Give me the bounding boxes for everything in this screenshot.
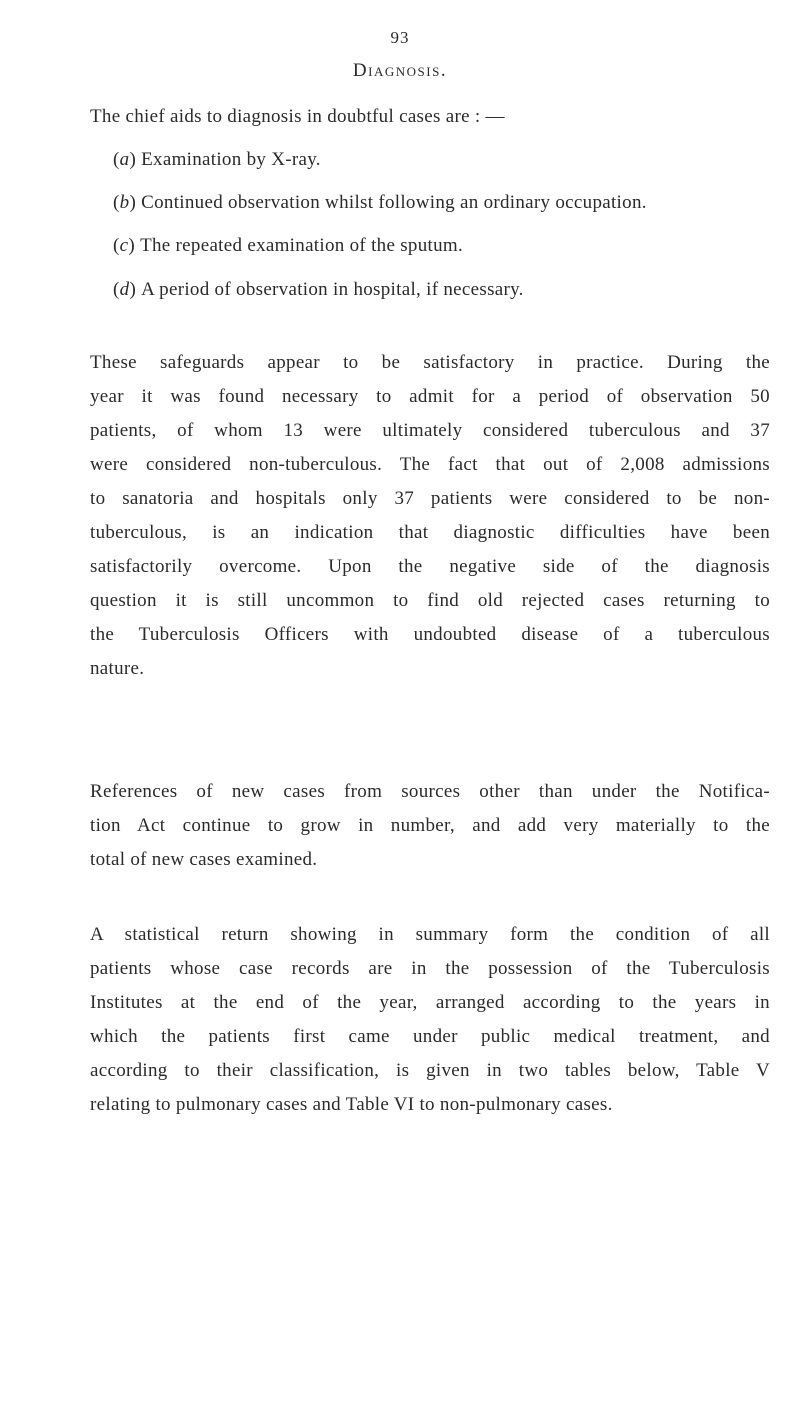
text-line: A statistical return showing in summary form the condition of all	[90, 924, 770, 945]
section-heading: Diagnosis.	[352, 60, 448, 81]
text-line: satisfactorily overcome. Upon the negative side of the diagnosis	[90, 556, 770, 577]
list-item-text: Examination by X-ray.	[141, 149, 321, 170]
text-line: total of new cases examined.	[90, 849, 318, 870]
list-item: (a) Examination by X-ray.	[113, 149, 321, 170]
text-line: relating to pulmonary cases and Table VI to non-pulmonary cases.	[90, 1094, 613, 1115]
list-item: (c) The repeated examination of the sputum.	[113, 235, 464, 256]
text-line: References of new cases from sources other than under the Notifica-	[90, 781, 770, 802]
list-item-text: The repeated examination of the sputum.	[140, 235, 464, 256]
text-line: nature.	[90, 658, 145, 679]
paragraph-safeguards	[90, 346, 770, 686]
text-line: were considered non-tuberculous. The fact that out of 2,008 admissions	[90, 454, 770, 475]
text-line: question it is still uncommon to find old rejected cases returning to	[90, 590, 770, 611]
text-line: which the patients first came under public medical treatment, and	[90, 1026, 770, 1047]
list-marker: b	[119, 192, 130, 213]
text-line: These safeguards appear to be satisfactory in practice. During the	[90, 352, 770, 373]
list-item-text: Continued observation whilst following an ordinary occupation.	[141, 192, 647, 213]
text-line: according to their classification, is given in two tables below, Table V	[90, 1060, 770, 1081]
list-item: (b) Continued observation whilst following an ordinary occupation.	[113, 192, 647, 213]
text-line: Institutes at the end of the year, arranged according to the years in	[90, 992, 770, 1013]
text-line: year it was found necessary to admit for a period of observation 50	[90, 386, 770, 407]
paragraph-statistical-return	[90, 918, 770, 1122]
intro-sentence: The chief aids to diagnosis in doubtful cases are : —	[90, 106, 505, 127]
list-marker: a	[119, 149, 130, 170]
list-marker: d	[119, 279, 130, 300]
text-line: the Tuberculosis Officers with undoubted disease of a tuberculous	[90, 624, 770, 645]
list-item-text: A period of observation in hospital, if necessary.	[141, 279, 524, 300]
list-item: (d) A period of observation in hospital, if necessary.	[113, 279, 524, 300]
text-line: to sanatoria and hospitals only 37 patients were considered to be non-	[90, 488, 770, 509]
page-number: 93	[390, 28, 410, 47]
list-marker: c	[119, 235, 129, 256]
text-line: patients, of whom 13 were ultimately considered tuberculous and 37	[90, 420, 770, 441]
text-line: patients whose case records are in the possession of the Tuberculosis	[90, 958, 770, 979]
text-line: tuberculous, is an indication that diagnostic difficulties have been	[90, 522, 770, 543]
paragraph-references	[90, 775, 770, 877]
text-line: tion Act continue to grow in number, and add very materially to the	[90, 815, 770, 836]
